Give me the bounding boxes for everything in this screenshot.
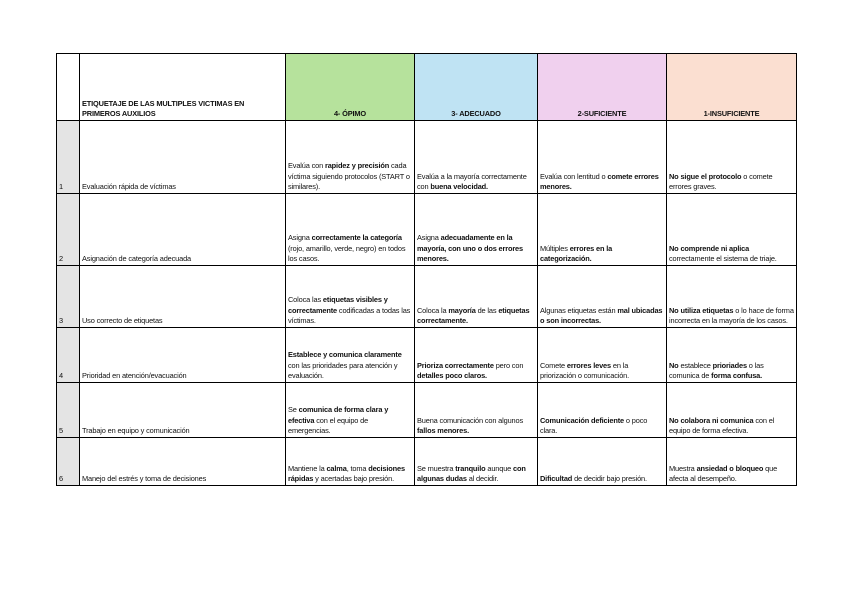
descriptor-bold-text: adecuadamente en la mayoría, con uno o dos errores menores. (417, 233, 523, 263)
descriptor-text: o lo hace de forma incorrecta en la mayoría de los casos. (669, 305, 794, 325)
descriptor-cell-suficiente (538, 121, 667, 194)
row-number: 1 (57, 121, 80, 194)
descriptor-text: o poco clara. (540, 415, 648, 435)
descriptor-text: establece (678, 360, 713, 370)
descriptor-text: Mantiene la (288, 463, 327, 473)
descriptor-bold-text: detalles poco claros. (417, 370, 487, 380)
table-row (57, 383, 797, 438)
descriptor-bold-text: Comunicación deficiente (540, 415, 625, 425)
rubric-body (57, 121, 797, 486)
descriptor-text: Asigna (417, 233, 441, 243)
row-number-header (57, 54, 80, 121)
descriptor-bold-text: Dificultad (540, 473, 573, 483)
descriptor-bold-text: No (669, 360, 679, 370)
row-number: 5 (57, 383, 80, 438)
descriptor-text: Comete (540, 360, 567, 370)
descriptor-bold-text: etiquetas correctamente. (417, 305, 530, 325)
descriptor-text: Evalúa a la mayoría correctamente con (417, 171, 527, 191)
descriptor-cell-optimo (286, 383, 415, 438)
descriptor-cell-optimo (286, 438, 415, 486)
descriptor-cell-optimo (286, 266, 415, 328)
descriptor-bold-text: comete errores menores. (540, 171, 659, 191)
descriptor-text: al decidir. (466, 473, 499, 483)
descriptor-cell-adecuado (415, 194, 538, 266)
level-header-adecuado: 3- ADECUADO (415, 54, 538, 121)
descriptor-cell-suficiente (538, 438, 667, 486)
descriptor-text: Evalúa con (288, 161, 325, 171)
descriptor-bold-text: prioriades (712, 360, 747, 370)
descriptor-bold-text: No sigue el protocolo (669, 171, 742, 181)
descriptor-cell-adecuado (415, 328, 538, 383)
table-row (57, 266, 797, 328)
descriptor-cell-insuficiente (667, 328, 797, 383)
descriptor-bold-text: calma (326, 463, 347, 473)
descriptor-text: o comete errores graves. (669, 171, 773, 191)
descriptor-bold-text: ansiedad o bloqueo (696, 463, 764, 473)
descriptor-text: cada víctima siguiendo protocolos (START o similares). (288, 161, 410, 191)
criterion-cell: Prioridad en atención/evacuación (80, 328, 286, 383)
descriptor-text: (rojo, amarillo, verde, negro) en todos los casos. (288, 243, 406, 263)
row-number: 4 (57, 328, 80, 383)
descriptor-cell-optimo (286, 194, 415, 266)
descriptor-text: correctamente el sistema de triaje. (669, 253, 777, 263)
descriptor-bold-text: decisiones rápidas (288, 463, 405, 483)
descriptor-cell-adecuado (415, 438, 538, 486)
descriptor-cell-insuficiente (667, 266, 797, 328)
table-row (57, 328, 797, 383)
row-number: 6 (57, 438, 80, 486)
descriptor-text: codificadas a todas las víctimas. (288, 305, 411, 325)
descriptor-cell-optimo (286, 328, 415, 383)
table-title: ETIQUETAJE DE LAS MULTIPLES VICTIMAS EN PRIMEROS AUXILIOS (80, 54, 286, 121)
criterion-cell: Evaluación rápida de víctimas (80, 121, 286, 194)
descriptor-bold-text: No comprende ni aplica (669, 243, 750, 253)
descriptor-bold-text: Establece y comunica claramente (288, 350, 402, 360)
level-header-insuficiente: 1-INSUFICIENTE (667, 54, 797, 121)
table-row (57, 121, 797, 194)
descriptor-text: en la priorización o comunicación. (540, 360, 630, 380)
row-number: 2 (57, 194, 80, 266)
descriptor-text: Se muestra (417, 463, 456, 473)
descriptor-bold-text: No utiliza etiquetas (669, 305, 734, 315)
descriptor-cell-insuficiente (667, 194, 797, 266)
descriptor-text: Buena comunicación con algunos (417, 415, 524, 425)
descriptor-cell-suficiente (538, 383, 667, 438)
descriptor-text: Coloca las (288, 295, 323, 305)
descriptor-text: Asigna (288, 233, 312, 243)
table-row (57, 438, 797, 486)
descriptor-text: de las (475, 305, 499, 315)
rubric-table (56, 53, 797, 486)
descriptor-cell-adecuado (415, 266, 538, 328)
descriptor-cell-insuficiente (667, 121, 797, 194)
level-header-suficiente: 2-SUFICIENTE (538, 54, 667, 121)
level-header-optimo: 4- ÓPIMO (286, 54, 415, 121)
descriptor-bold-text: errores en la categorización. (540, 243, 613, 263)
descriptor-text: Se (288, 405, 299, 415)
descriptor-text: Algunas etiquetas están (540, 305, 618, 315)
descriptor-bold-text: etiquetas visibles y correctamente (288, 295, 388, 315)
descriptor-cell-insuficiente (667, 383, 797, 438)
descriptor-cell-adecuado (415, 383, 538, 438)
descriptor-bold-text: No colabora ni comunica (669, 415, 754, 425)
descriptor-text: Coloca la (417, 305, 449, 315)
descriptor-bold-text: fallos menores. (417, 425, 469, 435)
descriptor-bold-text: buena velocidad. (430, 181, 488, 191)
descriptor-text: pero con (493, 360, 524, 370)
descriptor-text: Evalúa con lentitud o (540, 171, 608, 181)
descriptor-text: de decidir bajo presión. (572, 473, 647, 483)
descriptor-cell-suficiente (538, 266, 667, 328)
descriptor-text: con las prioridades para atención y evaluación. (288, 360, 398, 380)
table-row (57, 194, 797, 266)
descriptor-bold-text: con algunas dudas (417, 463, 526, 483)
descriptor-text: con el equipo de forma efectiva. (669, 415, 775, 435)
header-row (57, 54, 797, 121)
descriptor-text: o las comunica de (669, 360, 764, 380)
criterion-cell: Trabajo en equipo y comunicación (80, 383, 286, 438)
descriptor-text: Muestra (669, 463, 697, 473)
descriptor-cell-optimo (286, 121, 415, 194)
descriptor-bold-text: correctamente la categoría (311, 233, 402, 243)
descriptor-bold-text: Prioriza correctamente (417, 360, 494, 370)
descriptor-cell-insuficiente (667, 438, 797, 486)
descriptor-bold-text: rapidez y precisión (324, 161, 390, 171)
descriptor-bold-text: tranquilo (455, 463, 486, 473)
descriptor-bold-text: forma confusa. (711, 370, 763, 380)
descriptor-text: , toma (346, 463, 369, 473)
row-number: 3 (57, 266, 80, 328)
descriptor-text: Múltiples (540, 243, 570, 253)
descriptor-text: que afecta al desempeño. (669, 463, 778, 483)
descriptor-cell-suficiente (538, 328, 667, 383)
descriptor-cell-suficiente (538, 194, 667, 266)
descriptor-bold-text: mal ubicadas o son incorrectas. (540, 305, 663, 325)
descriptor-text: con el equipo de emergencias. (288, 415, 369, 435)
descriptor-cell-adecuado (415, 121, 538, 194)
descriptor-bold-text: errores leves (566, 360, 611, 370)
criterion-cell: Uso correcto de etiquetas (80, 266, 286, 328)
descriptor-bold-text: mayoría (448, 305, 476, 315)
criterion-cell: Manejo del estrés y toma de decisiones (80, 438, 286, 486)
criterion-cell: Asignación de categoría adecuada (80, 194, 286, 266)
descriptor-bold-text: comunica de forma clara y efectiva (288, 405, 389, 425)
descriptor-text: y acertadas bajo presión. (313, 473, 394, 483)
descriptor-text: aunque (485, 463, 514, 473)
